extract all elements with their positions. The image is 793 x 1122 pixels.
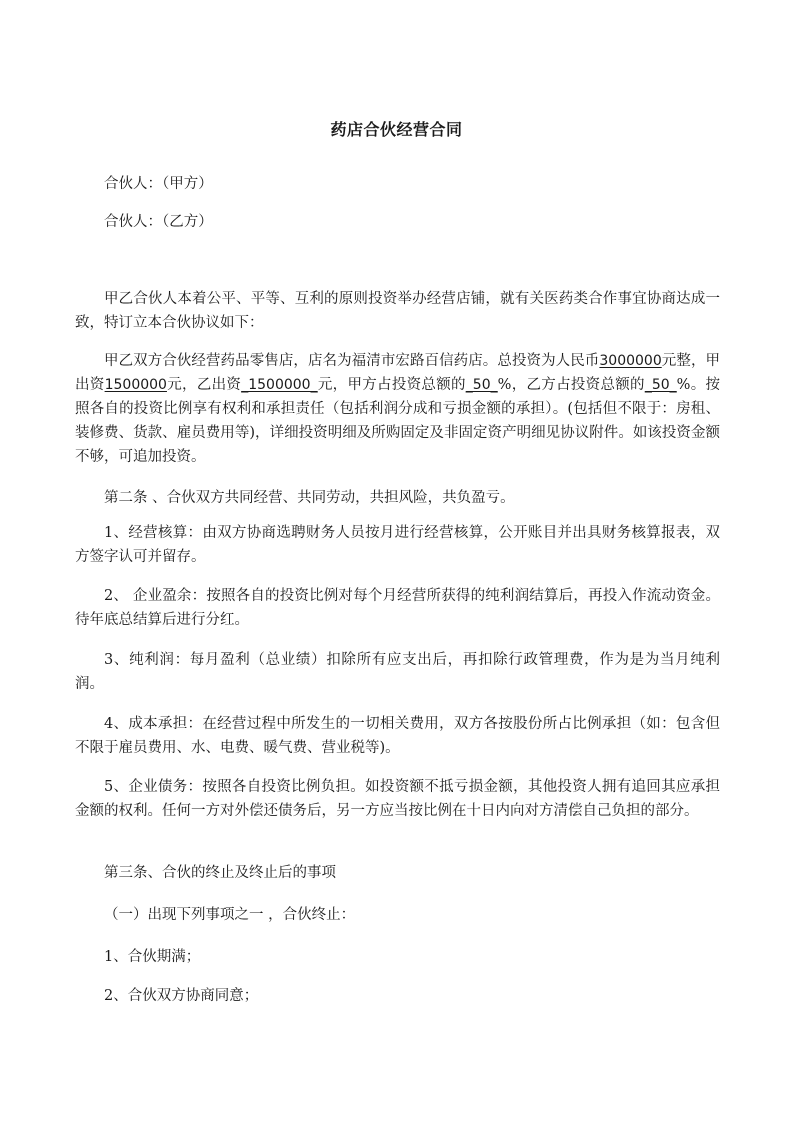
clause-1-accounting: 1、经营核算：由双方协商选聘财务人员按月进行经营核算，公开账目并出具财务核算报表，双方签字认可并留存。 (75, 525, 720, 565)
clause-5-debts: 5、企业债务：按照各自投资比例负担。如投资额不抵亏损金额，其他投资人拥有追回其应承担金额的权利。任何一方对外偿还债务后，另一方应当按比例在十日内向对方清偿自己负担的部分。 (75, 779, 720, 819)
contract-title: 药店合伙经营合同 (330, 120, 463, 139)
investment-text-6: %。按照各自的投资比例享有权利和承担责任（包括利润分成和亏损金额的承担）。(包括但不限于：房租、装修费、货款、雇员费用等)，详细投资明细及所购固定及非固定资产明细见协议附件。如该投资金额不够，可追加投资。 (75, 377, 721, 465)
intro-paragraph: 甲乙合伙人本着公平、平等、互利的原则投资举办经营店铺，就有关医药类合作事宜协商达成一致，特订立本合伙协议如下： (75, 291, 720, 331)
party-a-share-percent: _50_ (465, 377, 498, 393)
termination-item-1: 1、合伙期满； (104, 949, 201, 965)
partner-b-line: 合伙人：（乙方） (104, 214, 213, 230)
investment-text-4: 元，甲方占投资总额的 (317, 377, 466, 393)
party-b-share-percent: _50_ (644, 377, 677, 393)
investment-text-2: 元整，甲出资 (75, 353, 721, 393)
termination-subheading: （一）出现下列事项之一 ，合伙终止： (104, 907, 356, 923)
termination-item-2: 2、合伙双方协商同意； (104, 988, 259, 1004)
article-3-heading: 第三条、合伙的终止及终止后的事项 (104, 865, 336, 881)
investment-text-3: 元，乙出资 (166, 377, 242, 393)
partner-a-line: 合伙人：（甲方） (104, 176, 213, 192)
clause-4-cost-bearing: 4、成本承担：在经营过程中所发生的一切相关费用，双方各按股份所占比例承担（如：包含但不限于雇员费用、水、电费、暖气费、营业税等)。 (75, 716, 720, 756)
article-2-heading: 第二条 、合伙双方共同经营、共同劳动，共担风险，共负盈亏。 (104, 490, 515, 506)
party-b-investment-amount: _1500000_ (241, 377, 318, 393)
investment-text-5: %，乙方占投资总额的 (497, 377, 645, 393)
investment-paragraph (75, 349, 720, 469)
total-investment-amount: 3000000 (599, 353, 662, 369)
clause-2-surplus: 2、 企业盈余：按照各自的投资比例对每个月经营所获得的纯利润结算后，再投入作流动资金。待年底总结算后进行分红。 (75, 588, 720, 628)
investment-text-1: 甲乙双方合伙经营药品零售店，店名为福清市宏路百信药店。总投资为人民币 (104, 353, 600, 369)
party-a-investment-amount: 1500000 (104, 377, 167, 393)
clause-3-net-profit: 3、纯利润：每月盈利（总业绩）扣除所有应支出后，再扣除行政管理费，作为是为当月纯利润。 (75, 652, 720, 692)
